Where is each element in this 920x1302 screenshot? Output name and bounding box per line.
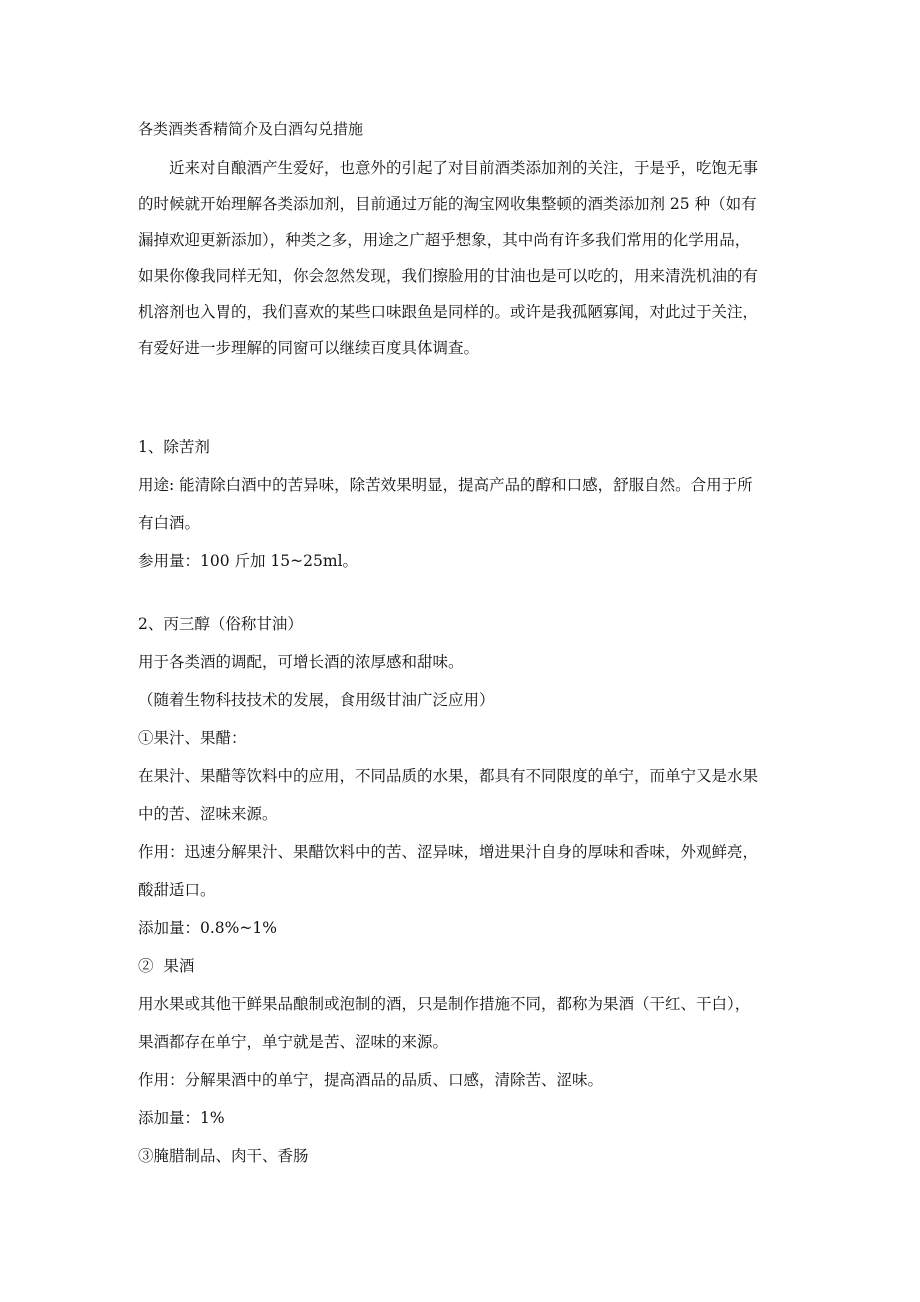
intro-line: 机溶剂也入胃的，我们喜欢的某些口味跟鱼是同样的。或许是我孤陋寡闻，对此过于关注，	[138, 303, 759, 321]
intro-line: 近来对自酿酒产生爱好，也意外的引起了对目前酒类添加剂的关注，于是乎，吃饱无事	[169, 159, 759, 177]
subsection1-text-line: 中的苦、涩味来源。	[138, 805, 278, 823]
subsection1-title: ①果汁、果醋：	[138, 729, 247, 747]
subsection2-dosage: 添加量：1%	[138, 1109, 225, 1127]
intro-line: 漏掉欢迎更新添加），种类之多，用途之广超乎想象，其中尚有许多我们常用的化学用品，	[138, 231, 751, 249]
section1-usage-line: 有白酒。	[138, 514, 201, 532]
intro-paragraph	[138, 150, 788, 366]
section2-description: 用于各类酒的调配，可增长酒的浓厚感和甜味。	[138, 653, 464, 671]
subsection2-effect: 作用：分解果酒中的单宁，提高酒品的品质、口感，清除苦、涩味。	[138, 1071, 604, 1089]
section2-heading: 2、丙三醇（俗称甘油）	[138, 615, 303, 633]
section1-usage-line: 用途: 能清除白酒中的苦异味，除苦效果明显，提高产品的醇和口感，舒服自然。合用于所	[138, 476, 753, 494]
intro-line: 如果你像我同样无知，你会忽然发现，我们擦脸用的甘油也是可以吃的，用来清洗机油的有	[138, 267, 759, 285]
subsection2-text-line: 用水果或其他干鲜果品酿制或泡制的酒，只是制作措施不同，都称为果酒（干红、干白），	[138, 995, 751, 1013]
subsection2-title: ② 果酒	[138, 957, 195, 975]
document-title: 各类酒类香精简介及白酒勾兑措施	[138, 120, 364, 138]
section2-note: （随着生物科技技术的发展，食用级甘油广泛应用）	[138, 691, 495, 709]
intro-line: 有爱好进一步理解的同窗可以继续百度具体调查。	[138, 339, 480, 357]
subsection1-dosage: 添加量：0.8%~1%	[138, 919, 277, 937]
subsection1-effect-line: 酸甜适口。	[138, 881, 216, 899]
section1-heading: 1、除苦剂	[138, 438, 210, 456]
section1-dosage: 参用量：100 斤加 15~25ml。	[138, 552, 359, 570]
subsection3-title: ③腌腊制品、肉干、香肠	[138, 1147, 309, 1165]
subsection1-text-line: 在果汁、果醋等饮料中的应用，不同品质的水果，都具有不同限度的单宁，而单宁又是水果	[138, 767, 759, 785]
subsection2-text-line: 果酒都存在单宁，单宁就是苦、涩味的来源。	[138, 1033, 449, 1051]
subsection1-effect-line: 作用：迅速分解果汁、果醋饮料中的苦、涩异味，增进果汁自身的厚味和香味，外观鲜亮，	[138, 843, 759, 861]
intro-line: 的时候就开始理解各类添加剂，目前通过万能的淘宝网收集整顿的酒类添加剂 25 种（如有	[138, 195, 757, 213]
